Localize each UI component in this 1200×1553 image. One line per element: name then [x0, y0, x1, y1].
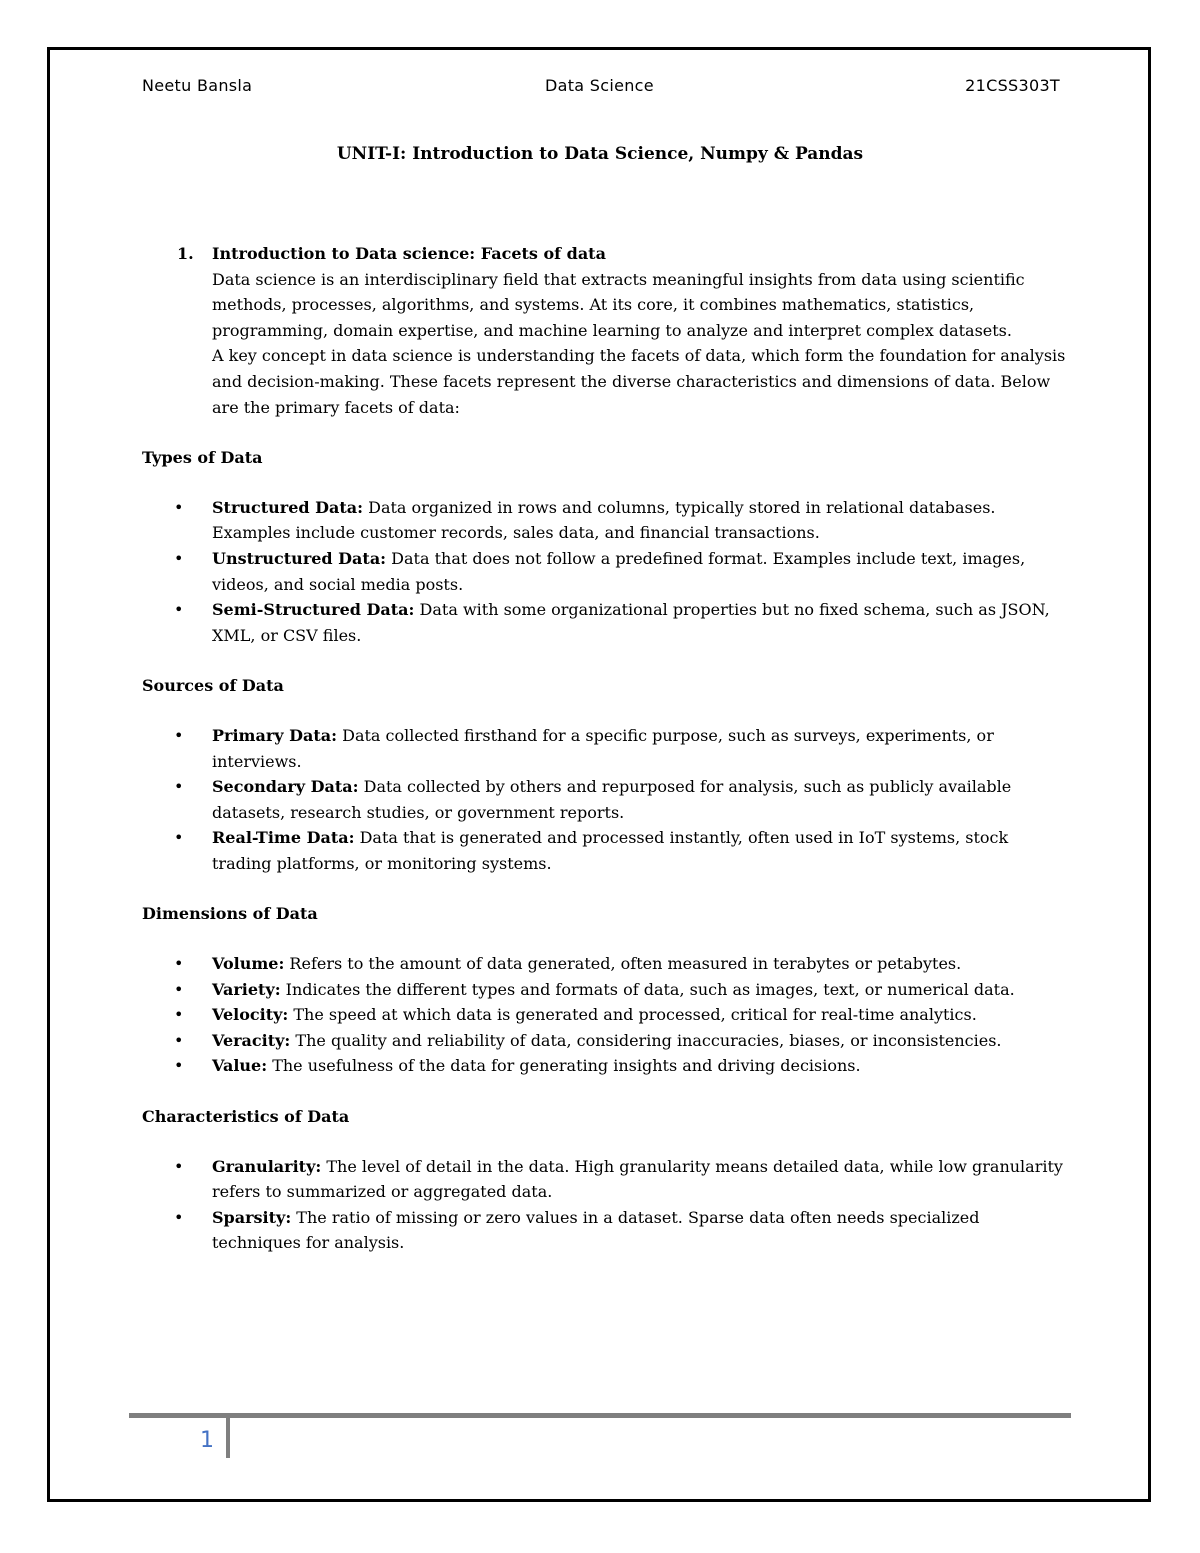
bullet-icon: • [174, 828, 184, 848]
list-item-term: Primary Data: [212, 725, 338, 745]
bullet-icon: • [174, 954, 184, 974]
document-body [142, 241, 1072, 1256]
list-item-term: Unstructured Data: [212, 548, 387, 568]
list-item [142, 546, 1072, 597]
list-types-of-data [142, 495, 1072, 649]
list-sources-of-data [142, 723, 1072, 877]
list-item-text: The quality and reliability of data, considering inaccuracies, biases, or inconsistencies. [290, 1030, 1002, 1050]
bullet-icon: • [174, 497, 184, 517]
list-item [142, 774, 1072, 825]
header-author: Neetu Bansla [142, 76, 253, 95]
list-item [142, 1053, 1072, 1079]
list-item-term: Volume: [212, 954, 285, 974]
list-item-term: Sparsity: [212, 1207, 292, 1227]
bullet-icon: • [174, 777, 184, 797]
intro-list-item [142, 241, 1072, 420]
bullet-icon: • [174, 725, 184, 745]
list-item-text: Refers to the amount of data generated, often measured in terabytes or petabytes. [284, 954, 962, 974]
bullet-icon: • [174, 600, 184, 620]
bullet-icon: • [174, 1030, 184, 1050]
list-item-text: The speed at which data is generated and processed, critical for real-time analytics. [288, 1005, 977, 1025]
list-item-text: Data that is generated and processed instantly, often used in IoT systems, stock trading platforms, or monitoring systems. [212, 828, 1009, 873]
page-header [142, 76, 1060, 98]
list-item [142, 495, 1072, 546]
list-characteristics-of-data [142, 1154, 1072, 1256]
list-item-term: Semi-Structured Data: [212, 600, 415, 620]
bullet-icon: • [174, 1005, 184, 1025]
section-heading-types: Types of Data [142, 448, 263, 468]
list-item-term: Real-Time Data: [212, 828, 355, 848]
page-number: 1 [200, 1428, 214, 1453]
header-course-code: 21CSS303T [965, 76, 1060, 95]
list-item [142, 825, 1072, 876]
list-item-term: Structured Data: [212, 497, 364, 517]
section-heading-sources: Sources of Data [142, 676, 284, 696]
list-item-term: Variety: [212, 979, 281, 999]
list-item-text: Data with some organizational properties but no fixed schema, such as JSON, XML, or CSV files. [212, 600, 1050, 645]
list-item-term: Secondary Data: [212, 777, 359, 797]
list-item-term: Value: [212, 1056, 268, 1076]
list-dimensions-of-data [142, 951, 1072, 1079]
list-item [142, 977, 1072, 1003]
bullet-icon: • [174, 979, 184, 999]
intro-paragraph-2: A key concept in data science is understanding the facets of data, which form the foundation for analysis and decision-making. These facets represent the diverse characteristics and dimensions of data. Below are the primary facets of data: [212, 346, 1066, 417]
bullet-icon: • [174, 548, 184, 568]
list-item-text: Data collected firsthand for a specific purpose, such as surveys, experiments, or interviews. [212, 725, 994, 771]
header-subject: Data Science [545, 76, 654, 95]
list-item [142, 951, 1072, 977]
list-item-term: Veracity: [212, 1030, 291, 1050]
list-item-term: Velocity: [212, 1005, 289, 1025]
bullet-icon: • [174, 1207, 184, 1227]
footer-divider [226, 1413, 230, 1458]
list-item-text: Data organized in rows and columns, typically stored in relational databases. Examples include customer records, sales data, and financial transactions. [212, 497, 996, 543]
intro-heading: Introduction to Data science: Facets of data [212, 244, 606, 263]
list-item-text: Data collected by others and repurposed for analysis, such as publicly available datasets, research studies, or government reports. [212, 777, 1012, 822]
list-item-text: The level of detail in the data. High granularity means detailed data, while low granularity refers to summarized or aggregated data. [212, 1156, 1063, 1202]
list-item [142, 1205, 1072, 1256]
list-item-text: Indicates the different types and formats of data, such as images, text, or numerical data. [280, 979, 1015, 999]
list-item [142, 723, 1072, 774]
list-item [142, 1154, 1072, 1205]
section-heading-dimensions: Dimensions of Data [142, 904, 318, 924]
bullet-icon: • [174, 1156, 184, 1176]
list-item-term: Granularity: [212, 1156, 322, 1176]
intro-number: 1. [177, 244, 194, 263]
footer-rule [129, 1413, 1071, 1418]
bullet-icon: • [174, 1056, 184, 1076]
list-item [142, 1002, 1072, 1028]
section-heading-characteristics: Characteristics of Data [142, 1107, 350, 1127]
unit-title: UNIT-I: Introduction to Data Science, Numpy & Pandas [336, 144, 864, 164]
list-item [142, 597, 1072, 648]
list-item-text: The usefulness of the data for generating insights and driving decisions. [267, 1056, 861, 1076]
list-item [142, 1028, 1072, 1054]
intro-paragraph-1: Data science is an interdisciplinary field that extracts meaningful insights from data using scientific methods, processes, algorithms, and systems. At its core, it combines mathematics, statistics, programming, domain expertise, and machine learning to analyze and interpret complex datasets. [212, 269, 1025, 340]
list-item-text: The ratio of missing or zero values in a dataset. Sparse data often needs specialized techniques for analysis. [212, 1207, 980, 1253]
list-item-text: Data that does not follow a predefined format. Examples include text, images, videos, and social media posts. [212, 548, 1026, 594]
